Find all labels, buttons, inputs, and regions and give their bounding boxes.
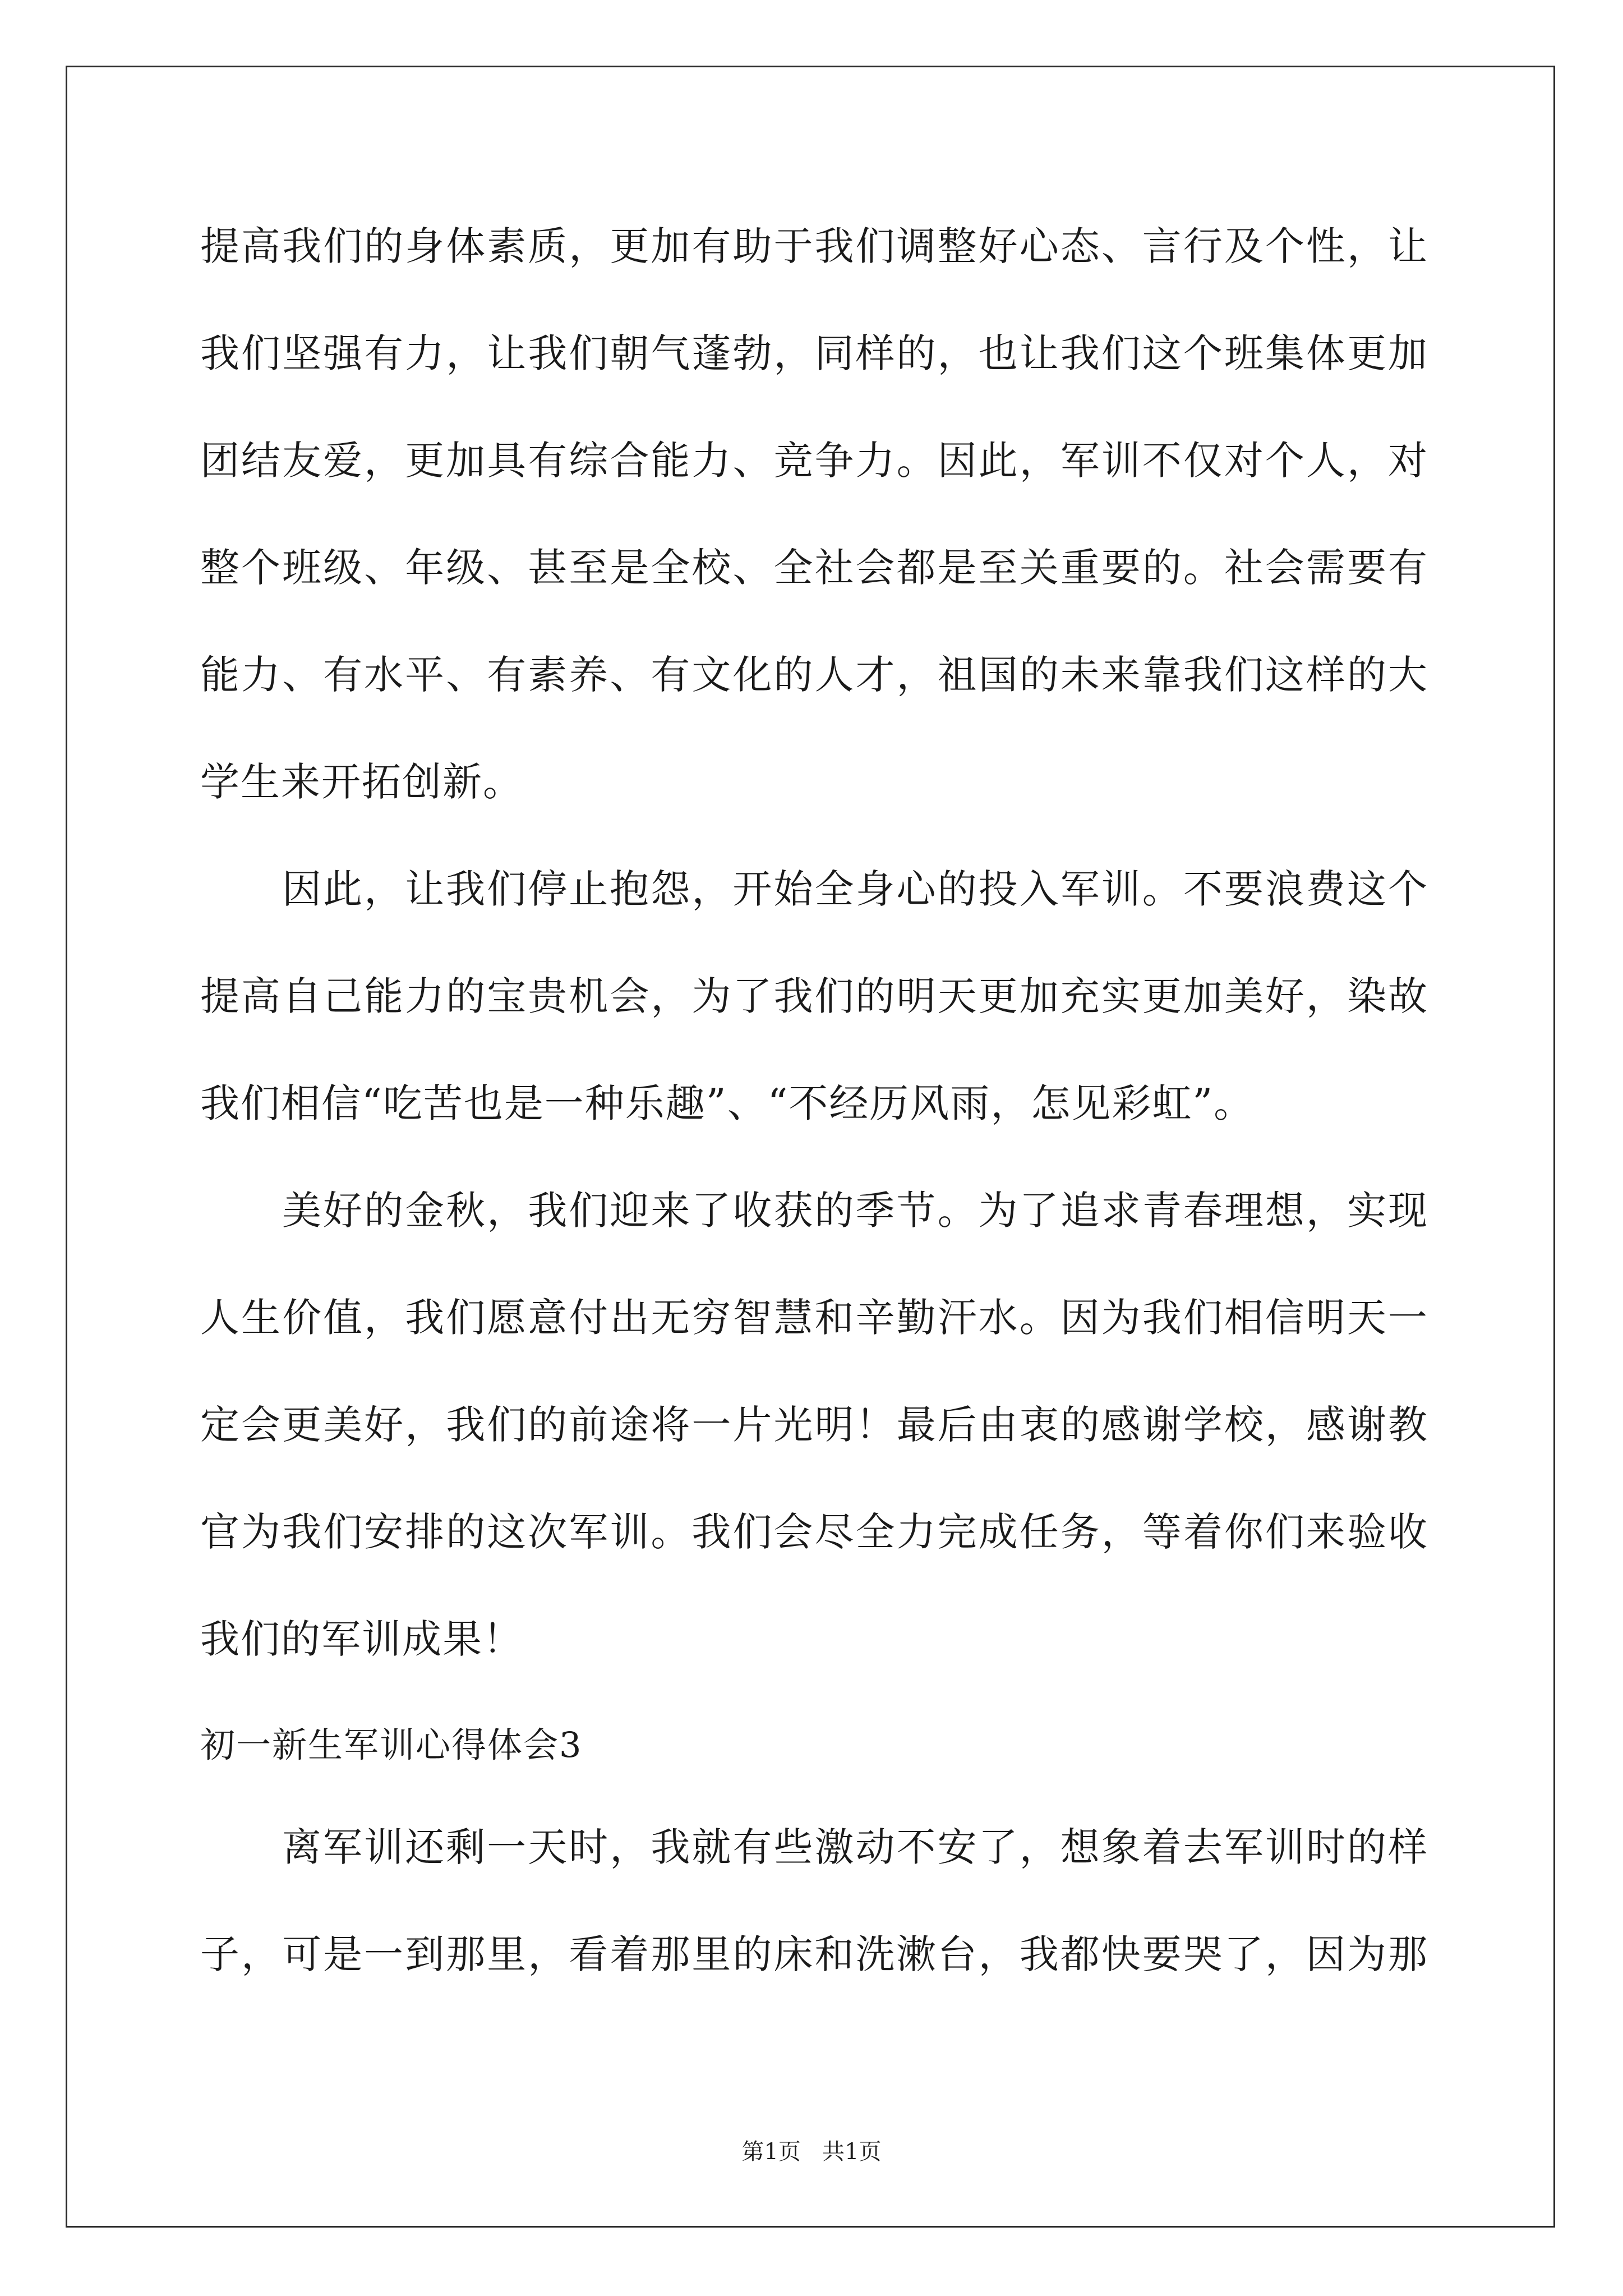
paragraph-line: 学生来开拓创新。 bbox=[200, 759, 523, 805]
paragraph-line: 定会更美好，我们的前途将一片光明！最后由衷的感谢学校，感谢教 bbox=[200, 1402, 1428, 1448]
paragraph-line: 能力、有水平、有素养、有文化的人才，祖国的未来靠我们这样的大 bbox=[200, 652, 1428, 698]
paragraph-line: 因此，让我们停止抱怨，开始全身心的投入军训。不要浪费这个 bbox=[282, 866, 1428, 912]
paragraph-line: 子，可是一到那里，看着那里的床和洗漱台，我都快要哭了，因为那 bbox=[200, 1931, 1428, 1977]
paragraph-line: 整个班级、年级、甚至是全校、全社会都是至关重要的。社会需要有 bbox=[200, 545, 1428, 591]
page-border bbox=[66, 66, 1555, 2228]
section-heading: 初一新生军训心得体会3 bbox=[200, 1724, 583, 1765]
paragraph-line: 团结友爱，更加具有综合能力、竞争力。因此，军训不仅对个人，对 bbox=[200, 438, 1428, 484]
paragraph-line: 官为我们安排的这次军训。我们会尽全力完成任务，等着你们来验收 bbox=[200, 1509, 1428, 1555]
paragraph-line: 提高我们的身体素质，更加有助于我们调整好心态、言行及个性，让 bbox=[200, 223, 1428, 269]
page-footer: 第1页 共1页 bbox=[741, 2139, 882, 2165]
paragraph-line: 我们的军训成果！ bbox=[200, 1616, 523, 1662]
paragraph-line: 人生价值，我们愿意付出无穷智慧和辛勤汗水。因为我们相信明天一 bbox=[200, 1295, 1428, 1341]
paragraph-line: 离军训还剩一天时，我就有些激动不安了，想象着去军训时的样 bbox=[282, 1824, 1428, 1870]
paragraph-line: 我们相信“吃苦也是一种乐趣”、“不经历风雨，怎见彩虹”。 bbox=[200, 1080, 1255, 1126]
paragraph-line: 美好的金秋，我们迎来了收获的季节。为了追求青春理想，实现 bbox=[282, 1188, 1428, 1234]
paragraph-line: 提高自己能力的宝贵机会，为了我们的明天更加充实更加美好，染故 bbox=[200, 973, 1428, 1019]
paragraph-line: 我们坚强有力，让我们朝气蓬勃，同样的，也让我们这个班集体更加 bbox=[200, 330, 1428, 376]
